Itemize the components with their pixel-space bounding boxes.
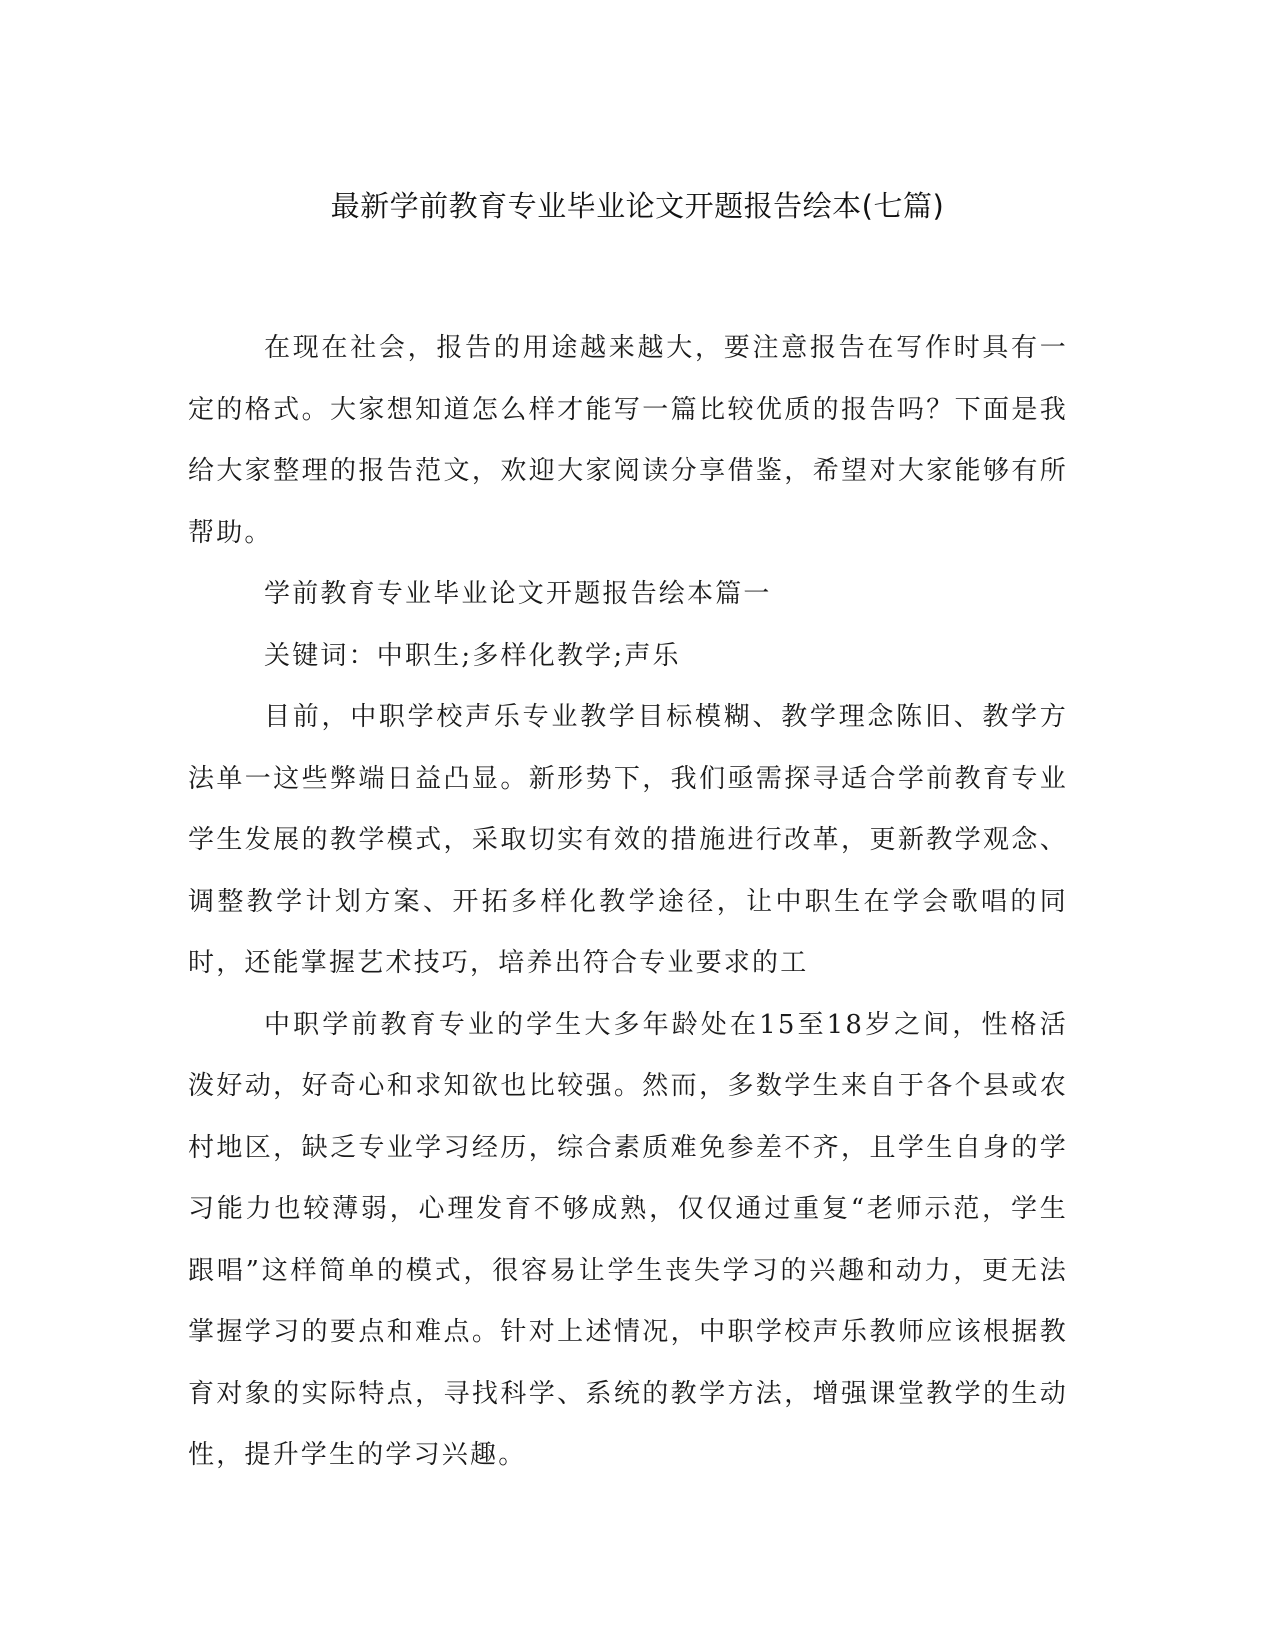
body-paragraph: 中职学前教育专业的学生大多年龄处在15至18岁之间，性格活泼好动，好奇心和求知欲也比较强。然而，多数学生来自于各个县或农村地区，缺乏专业学习经历，综合素质难免参差不齐，且学生自身的学习能力也较薄弱，心理发育不够成熟，仅仅通过重复“老师示范，学生跟唱”这样简单的模式，很容易让学生丧失学习的兴趣和动力，更无法掌握学习的要点和难点。针对上述情况，中职学校声乐教师应该根据教育对象的实际特点，寻找科学、系统的教学方法，增强课堂教学的生动性，提升学生的学习兴趣。 — [188, 1009, 1068, 1470]
document-body — [188, 318, 1068, 1487]
intro-paragraph: 在现在社会，报告的用途越来越大，要注意报告在写作时具有一定的格式。大家想知道怎么样才能写一篇比较优质的报告吗？下面是我给大家整理的报告范文，欢迎大家阅读分享借鉴，希望对大家能够有所帮助。 — [188, 333, 1068, 548]
keywords-line: 关键词：中职生;多样化教学;声乐 — [264, 640, 681, 671]
section-heading: 学前教育专业毕业论文开题报告绘本篇一 — [264, 579, 772, 609]
body-paragraph: 目前，中职学校声乐专业教学目标模糊、教学理念陈旧、教学方法单一这些弊端日益凸显。新形势下，我们亟需探寻适合学前教育专业学生发展的教学模式，采取切实有效的措施进行改革，更新教学观念、调整教学计划方案、开拓多样化教学途径，让中职生在学会歌唱的同时，还能掌握艺术技巧，培养出符合专业要求的工 — [188, 702, 1068, 978]
document-title: 最新学前教育专业毕业论文开题报告绘本(七篇) — [330, 189, 945, 223]
